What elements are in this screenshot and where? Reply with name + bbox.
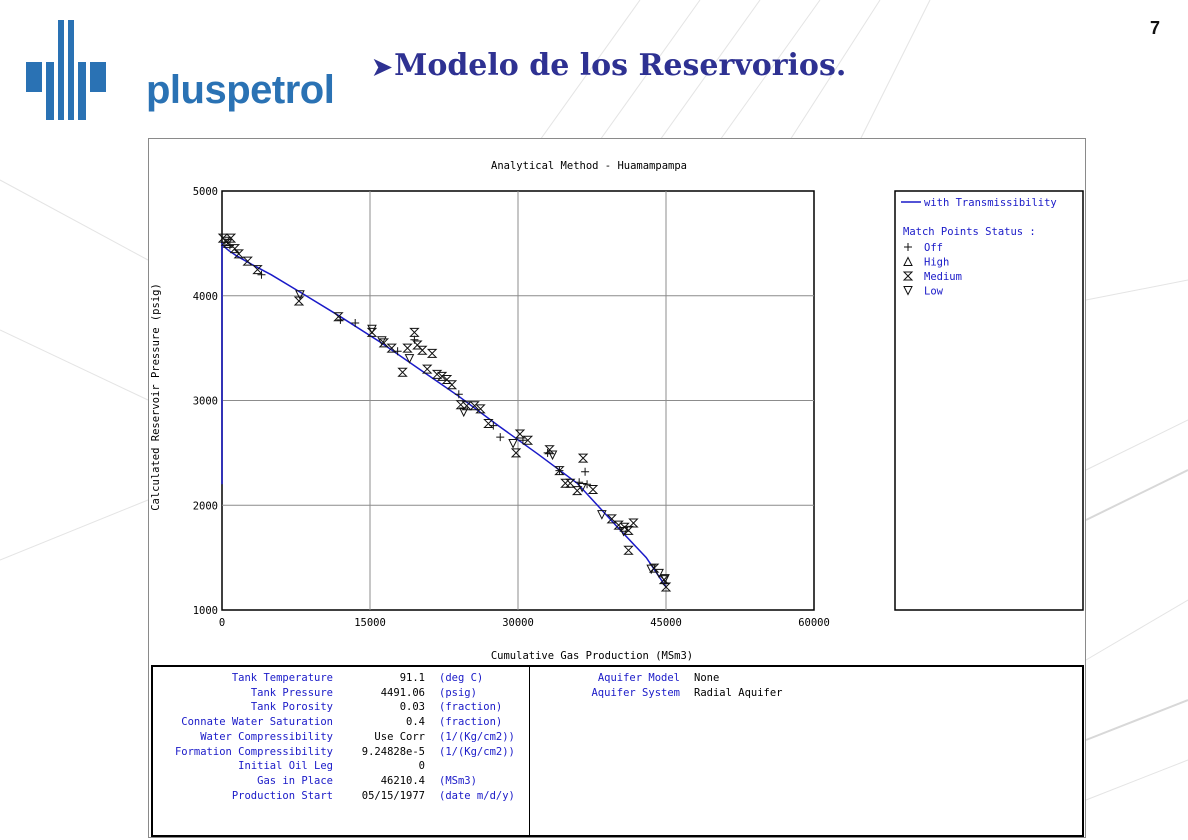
match-point-medium [579,454,587,462]
bullet-arrow-icon: ➤ [372,52,393,81]
x-tick-label: 30000 [502,617,534,629]
property-unit: (1/(Kg/cm2)) [439,730,515,743]
aquifer-label: Aquifer System [591,686,680,699]
match-point-medium [428,349,436,357]
slide-title-text: Modelo de los Reservorios. [394,48,847,83]
x-tick-label: 60000 [798,617,830,629]
page-number: 7 [1150,18,1161,38]
match-point-low [598,511,606,519]
aquifer-row [530,672,1080,687]
aquifer-value: Radial Aquifer [694,686,783,699]
y-tick-label: 4000 [192,290,218,303]
property-value: 0.03 [399,701,425,714]
property-label: Tank Porosity [250,701,333,714]
property-unit: (fraction) [439,701,503,714]
y-axis-label: Calculated Reservoir Pressure (psig) [150,283,162,511]
property-row [153,775,529,790]
property-row [153,687,529,702]
property-value: 0.4 [406,716,425,729]
x-tick-label: 45000 [650,617,682,629]
match-point-medium [399,368,407,376]
property-label: Gas in Place [257,774,333,787]
chart-ticks [193,186,830,629]
y-tick-label: 2000 [192,500,218,513]
property-value: Use Corr [374,730,425,743]
property-label: Tank Pressure [250,686,333,699]
property-unit: (fraction) [439,716,503,729]
match-point-medium [295,297,303,305]
property-label: Water Compressibility [200,730,333,743]
match-point-medium [448,381,456,389]
chart-series [222,243,666,587]
property-row [153,731,529,746]
match-point-off [351,319,359,327]
match-point-medium [484,420,492,428]
match-point-medium [423,365,431,373]
x-tick-label: 15000 [354,617,386,629]
property-value: 05/15/1977 [361,789,425,802]
x-tick-label: 0 [218,617,226,629]
y-tick-label: 5000 [192,186,218,198]
property-label: Formation Compressibility [174,745,333,758]
logo-mark-icon [26,20,126,120]
properties-box [151,665,1084,837]
match-point-off [581,468,589,476]
property-row [153,790,529,805]
legend-item-label: Off [924,242,943,254]
match-point-medium [629,519,637,527]
property-label: Connate Water Saturation [181,716,333,729]
chart-grid [222,191,814,610]
match-point-low [509,439,517,447]
aquifer-row [530,687,1080,702]
match-point-off [257,271,265,279]
series-line-transmissibility [222,243,666,587]
chart-points [219,234,670,591]
property-unit: (deg C) [439,672,484,684]
y-tick-label: 3000 [192,395,218,408]
match-point-medium [418,346,426,354]
match-point-medium [410,328,418,336]
property-value: 46210.4 [380,774,425,787]
match-point-medium [403,344,411,352]
legend-item-label: High [924,256,950,269]
property-value: 4491.06 [380,686,425,699]
property-unit: (psig) [439,686,477,699]
match-point-medium [566,479,574,487]
property-value: 9.24828e-5 [361,745,425,758]
property-row [153,746,529,761]
match-point-off [496,433,504,441]
aquifer-label: Aquifer Model [597,672,680,684]
legend-status-title: Match Points Status : [903,226,1036,238]
property-label: Production Start [231,789,333,802]
legend-series-label: with Transmissibility [924,197,1057,209]
property-unit: (1/(Kg/cm2)) [439,745,515,758]
property-unit: (MSm3) [439,774,477,787]
legend-item-label: Medium [924,271,962,283]
match-point-medium [512,449,520,457]
property-label: Tank Temperature [231,672,333,684]
match-point-off [455,390,463,398]
aquifer-value: None [694,672,720,684]
chart-title: Analytical Method - Huamampampa [491,160,687,172]
y-tick-label: 1000 [192,605,218,617]
property-row [153,760,529,775]
chart-text [150,160,693,662]
legend-item-label: Low [924,285,943,298]
match-point-medium [231,245,239,253]
match-point-medium [516,430,524,438]
chart-legend [895,191,1083,610]
pluspetrol-logo [26,20,335,120]
x-axis-label: Cumulative Gas Production (MSm3) [490,650,694,662]
analysis-panel [148,138,1086,838]
property-row [153,716,529,731]
pressure-chart [149,139,1085,665]
logo-text: pluspetrol [146,68,335,112]
slide-title [372,48,846,83]
property-unit: (date m/d/y) [439,789,515,802]
match-point-medium [589,486,597,494]
property-label: Initial Oil Leg [238,760,333,773]
match-point-medium [625,546,633,554]
property-row [153,672,529,687]
property-value: 91.1 [399,672,425,684]
property-row [153,701,529,716]
property-value: 0 [418,760,425,773]
